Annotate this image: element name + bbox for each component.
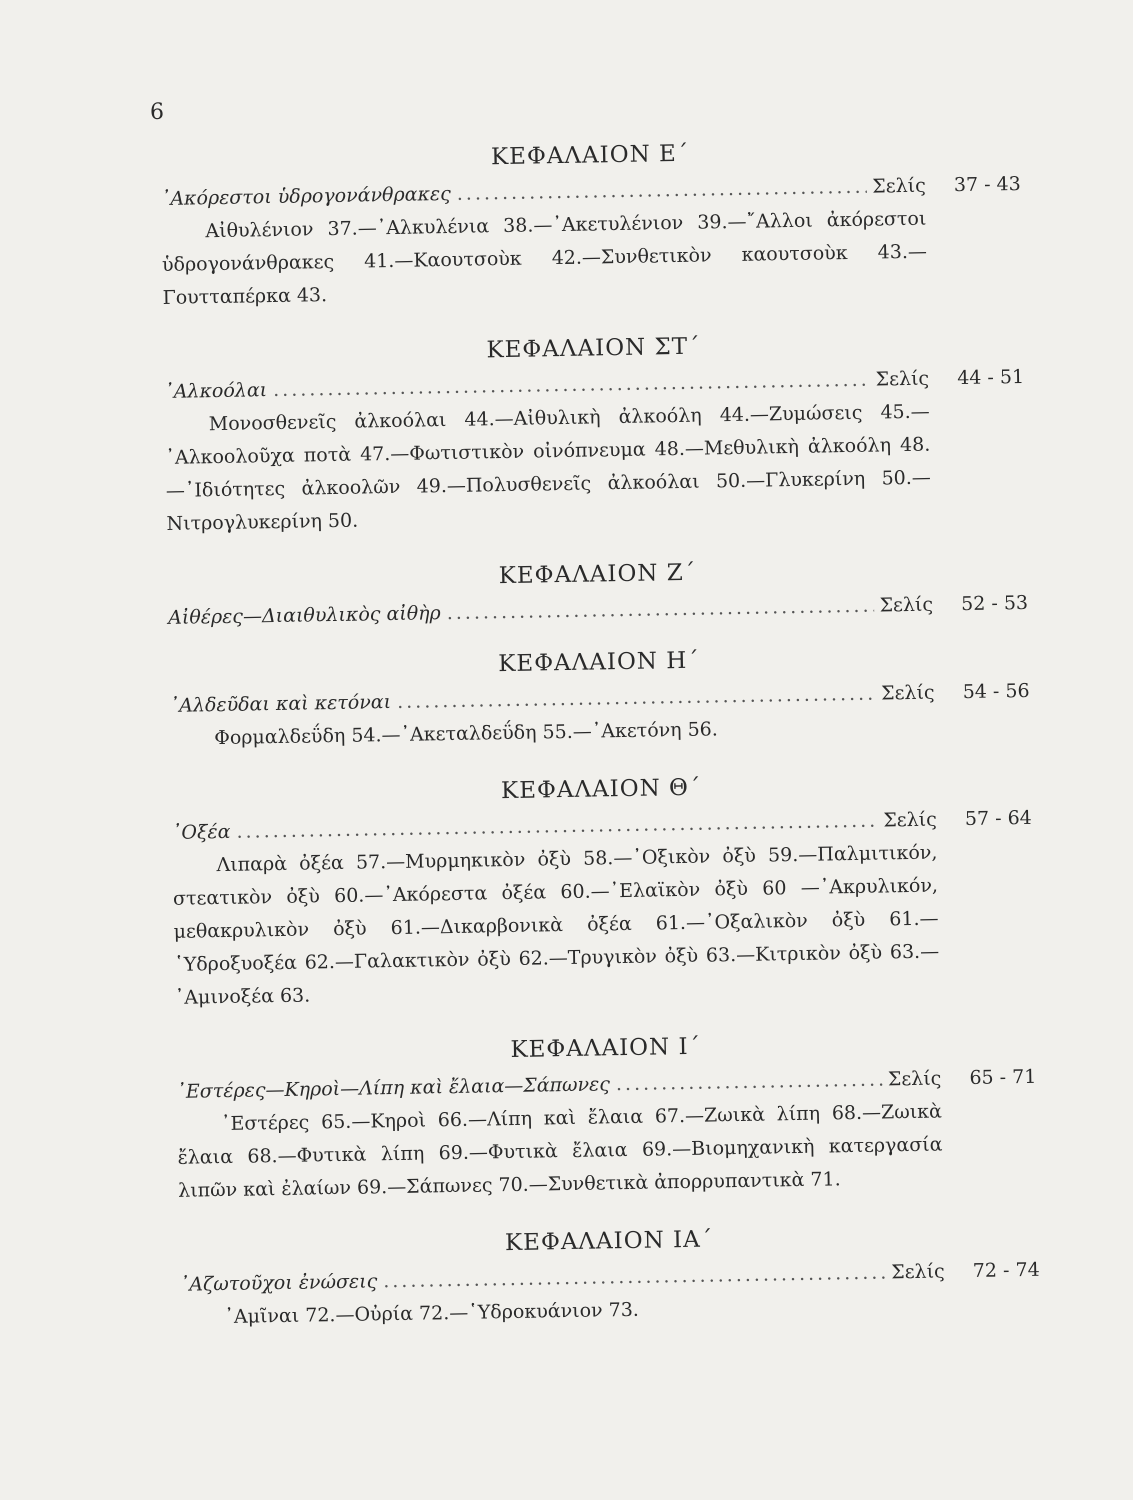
dot-leader [457, 176, 867, 205]
entry-description: Φορμαλδεΰδη 54.—᾿Ακεταλδεΰδη 55.—᾿Ακετόνη 56. [214, 718, 719, 750]
entry-topic: ᾿Αλδεῦδαι καὶ κετόναι [169, 691, 392, 717]
page-label: Σελίς [887, 1067, 942, 1091]
entry-description: Αἰθυλένιον 37.—᾿Αλκυλένια 38.—᾿Ακετυλένιον 39.—῎Αλλοι ἀκόρεστοι ὑδρογονάνθρακες 41.—Καουτσοὺκ 42.—Συνθετικὸν καουτσοὺκ 43.—Γουτταπέρκα 43. [161, 207, 928, 309]
chapter-9 [171, 769, 1035, 1015]
entry-topic: ᾿Οξέα [171, 820, 231, 844]
page-label: Σελίς [891, 1260, 945, 1284]
chapter-5 [160, 135, 1023, 315]
chapter-title: ΚΕΦΑΛΑΙΟΝ Ε΄ [490, 140, 690, 171]
entry-topic: ᾿Αλκοόλαι [164, 379, 268, 403]
dot-leader [273, 369, 870, 401]
chapter-10 [176, 1028, 1039, 1208]
dot-leader [616, 1069, 882, 1096]
page-label: Σελίς [872, 174, 926, 198]
entry-topic: ᾿Εστέρες—Κηροὶ—Λίπη καὶ ἔλαια—Σάπωνες [176, 1073, 611, 1103]
table-of-contents [160, 135, 1041, 1363]
dot-leader [236, 810, 877, 843]
chapter-title: ΚΕΦΑΛΑΙΟΝ ΣΤ΄ [486, 333, 701, 364]
dot-leader [383, 1262, 885, 1293]
chapter-7 [167, 554, 1028, 629]
dot-leader [397, 683, 875, 713]
entry-topic: ᾿Αζωτοῦχοι ἐνώσεις [179, 1270, 378, 1296]
entry-description: ᾿Εστέρες 65.—Κηροὶ 66.—Λίπη καὶ ἔλαια 67.—Ζωικὰ λίπη 68.—Ζωικὰ ἔλαια 68.—Φυτικὰ λίπη 69.—Φυτικὰ ἔλαια 69.—Βιομηχανικὴ κατεργασία λιπῶν καὶ ἐλαίων 69.—Σάπωνες 70.—Συνθετικὰ ἀπορρυπαντικὰ 71. [177, 1100, 943, 1202]
chapter-11 [179, 1221, 1041, 1335]
entry-description: ᾿Αμῖναι 72.—Οὐρία 72.—῾Υδροκυάνιον 73. [224, 1298, 640, 1329]
entry-description: Μονοσθενεῖς ἀλκοόλαι 44.—Αἰθυλικὴ ἀλκοόλη 44.—Ζυμώσεις 45.—᾿Αλκοολοῦχα ποτὰ 47.—Φωτιστικὸν οἰνόπνευμα 48.—Μεθυλικὴ ἀλκοόλη 48.—᾿Ιδιότητες ἀλκοολῶν 49.—Πολυσθενεῖς ἀλκοόλαι 50.—Γλυκερίνη 50.—Νιτρογλυκερίνη 50. [165, 400, 932, 535]
chapter-title: ΚΕΦΑΛΑΙΟΝ Θ΄ [500, 774, 702, 805]
chapter-8 [169, 642, 1031, 756]
chapter-title: ΚΕΦΑΛΑΙΟΝ Ι΄ [510, 1033, 702, 1064]
page-range: 72 - 74 [972, 1258, 1040, 1282]
page-range: 65 - 71 [969, 1065, 1037, 1090]
page-range: 37 - 43 [953, 172, 1021, 197]
chapter-title: ΚΕΦΑΛΑΙΟΝ ΙΑ΄ [504, 1226, 714, 1257]
page-label: Σελίς [879, 593, 934, 617]
toc-entry [168, 592, 1028, 629]
chapter-title: ΚΕΦΑΛΑΙΟΝ Η΄ [498, 647, 701, 678]
page-label: Σελίς [880, 681, 935, 705]
page-range: 44 - 51 [957, 365, 1025, 390]
dot-leader [447, 595, 874, 624]
chapter-title: ΚΕΦΑΛΑΙΟΝ Ζ΄ [498, 559, 697, 590]
page-number: 6 [150, 100, 164, 125]
entry-description: Λιπαρὰ ὀξέα 57.—Μυρμηκικὸν ὀξὺ 58.—᾿Οξικὸν ὀξὺ 59.—Παλμιτικόν, στεατικὸν ὀξὺ 60.—᾿Ακόρεστα ὀξέα 60.—᾿Ελαϊκὸν ὀξὺ 60 —᾿Ακρυλικόν, μεθακρυλικὸν ὀξὺ 61.—Δικαρβονικὰ ὀξέα 61.—᾿Οξαλικὸν ὀξὺ 61.—῾Υδροξυοξέα 62.—Γαλακτικὸν ὀξὺ 62.—Τρυγικὸν ὀξὺ 63.—Κιτρικὸν ὀξὺ 63.—᾿Αμινοξέα 63. [172, 841, 940, 1009]
chapter-6 [163, 328, 1026, 541]
page-label: Σελίς [883, 808, 937, 832]
page-range: 52 - 53 [960, 591, 1029, 616]
page-range: 57 - 64 [964, 806, 1032, 831]
page-range: 54 - 56 [962, 679, 1030, 704]
entry-topic: Αἰθέρες—Διαιθυλικὸς αἰθὴρ [167, 602, 441, 629]
page-label: Σελίς [875, 367, 930, 391]
entry-topic: ᾿Ακόρεστοι ὑδρογονάνθρακες [160, 182, 451, 210]
